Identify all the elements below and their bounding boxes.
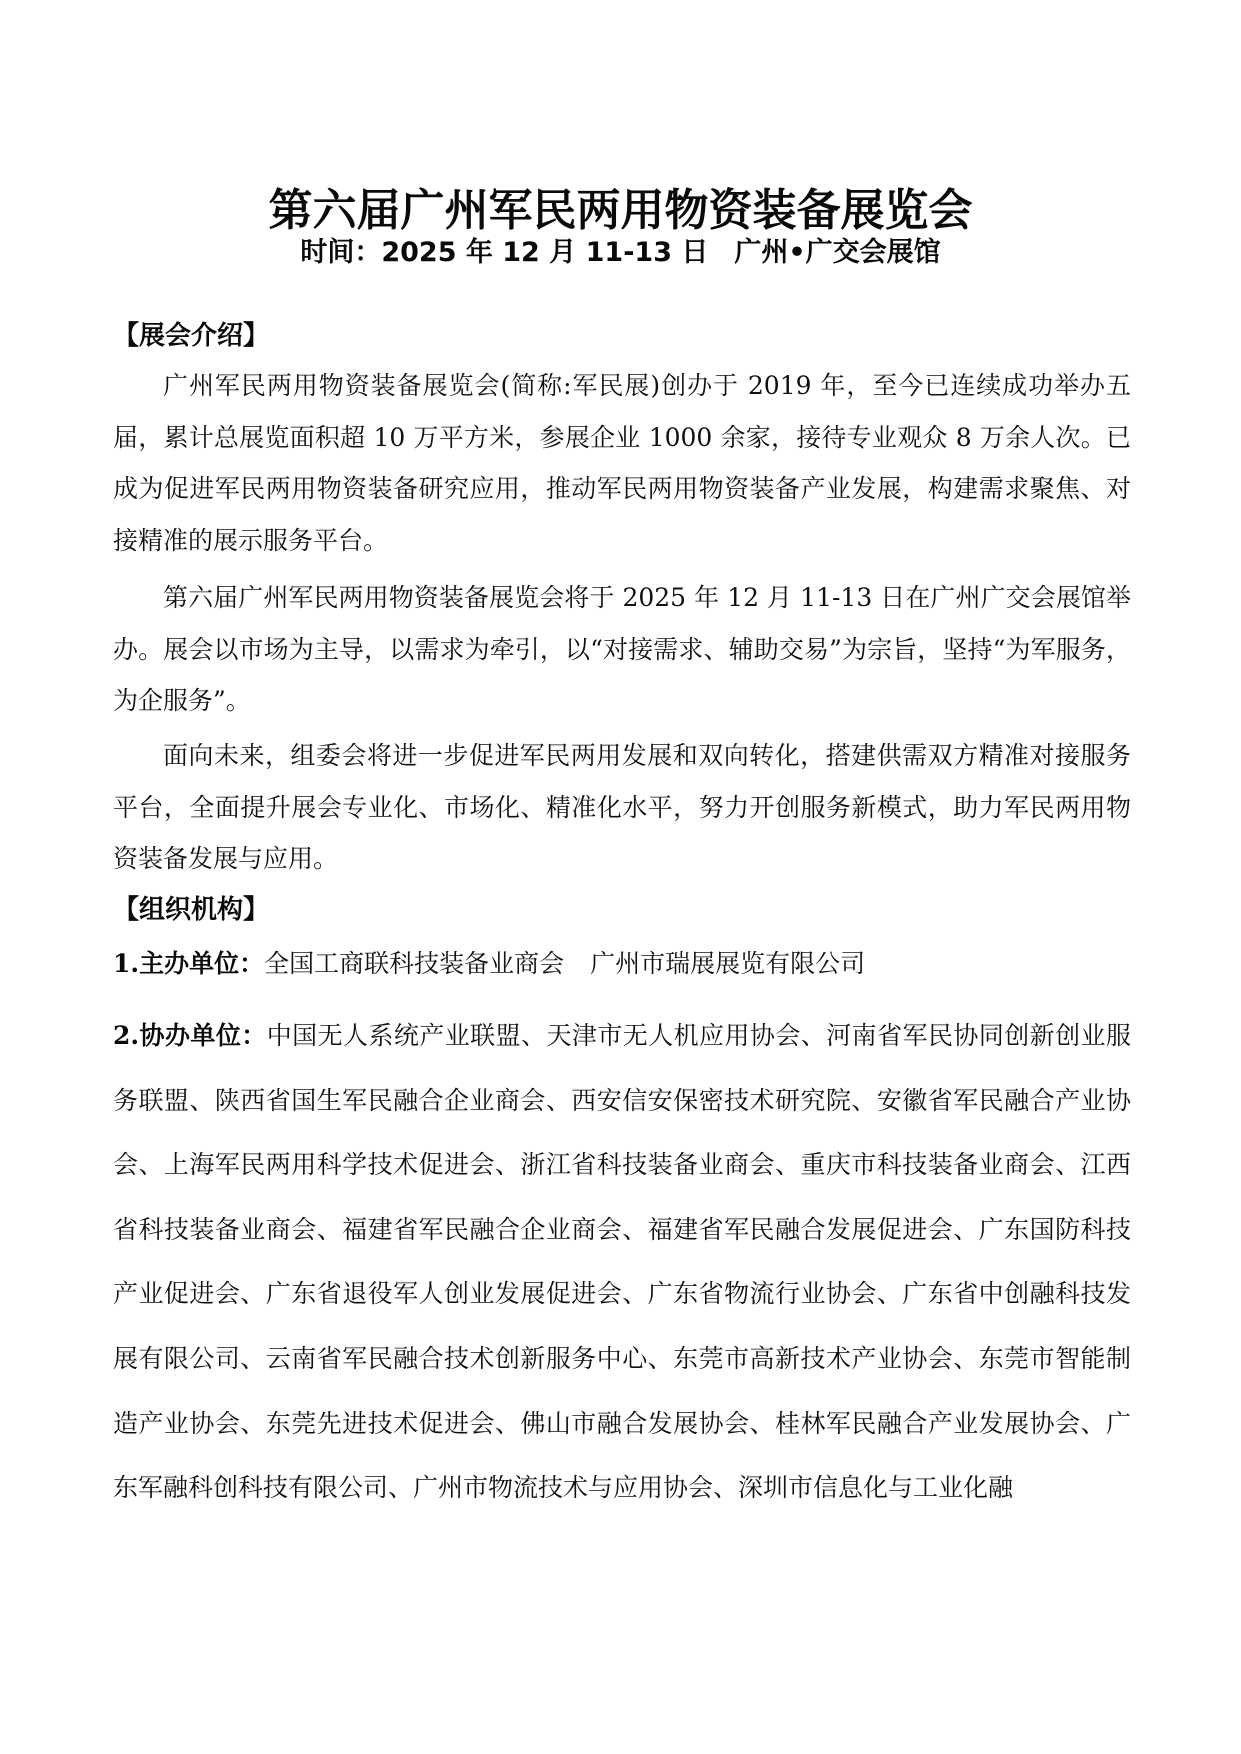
section-heading-intro: 【展会介绍】	[113, 321, 270, 351]
co-organizers	[113, 1004, 1131, 1521]
host-org-1: 全国工商联科技装备业商会	[264, 949, 565, 978]
page-title: 第六届广州军民两用物资装备展览会	[268, 185, 973, 237]
event-venue: 广州•广交会展馆	[734, 237, 941, 268]
host-organizers	[113, 938, 1131, 989]
host-org-2: 广州市瑞展展览有限公司	[590, 949, 866, 978]
co-organizer-list: 中国无人系统产业联盟、天津市无人机应用协会、河南省军民协同创新创业服务联盟、陕西省国生军民融合企业商会、西安信安保密技术研究院、安徽省军民融合产业协会、上海军民两用科学技术促进会、浙江省科技装备业商会、重庆市科技装备业商会、江西省科技装备业商会、福建省军民融合企业商会、福建省军民融合发展促进会、广东国防科技产业促进会、广东省退役军人创业发展促进会、广东省物流行业协会、广东省中创融科技发展有限公司、云南省军民融合技术创新服务中心、东莞市高新技术产业协会、东莞市智能制造产业协会、东莞先进技术促进会、佛山市融合发展协会、桂林军民融合产业发展协会、广东军融科创科技有限公司、广州市物流技术与应用协会、深圳市信息化与工业化融	[113, 1021, 1131, 1503]
event-subtitle	[0, 233, 1241, 273]
co-organizer-label: 2.协办单位：	[113, 1021, 267, 1050]
section-heading-organization: 【组织机构】	[113, 895, 270, 925]
intro-paragraph-3: 面向未来，组委会将进一步促进军民两用发展和双向转化，搭建供需双方精准对接服务平台，全面提升展会专业化、市场化、精准化水平，努力开创服务新模式，助力军民两用物资装备发展与应用。	[113, 741, 1131, 873]
intro-paragraph-1: 广州军民两用物资装备展览会(简称:军民展)创办于 2019 年，至今已连续成功举办五届，累计总展览面积超 10 万平方米，参展企业 1000 余家，接待专业观众 8 万余人次。已成为促进军民两用物资装备研究应用，推动军民两用物资装备产业发展，构建需求聚焦、对接精准的展示服务平台。	[113, 371, 1131, 555]
event-time: 时间：2025 年 12 月 11-13 日	[300, 237, 709, 268]
host-label: 1.主办单位：	[113, 949, 265, 978]
intro-paragraph-2: 第六届广州军民两用物资装备展览会将于 2025 年 12 月 11-13 日在广州广交会展馆举办。展会以市场为主导，以需求为牵引，以“对接需求、辅助交易”为宗旨，坚持“为军服务，为企服务”。	[113, 583, 1131, 715]
